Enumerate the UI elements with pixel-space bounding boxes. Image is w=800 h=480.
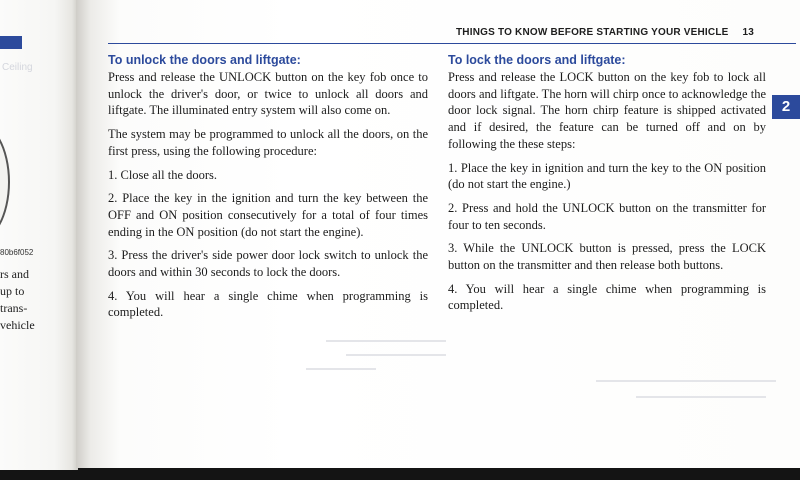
unlock-step: 3. Press the driver's side power door lock switch to unlock the doors and within 30 seconds to lock the doors. <box>108 248 428 280</box>
unlock-step: 1. Close all the doors. <box>108 167 218 182</box>
previous-page-line: rs and <box>0 267 29 281</box>
previous-page-line: trans- <box>0 301 28 315</box>
page-number: 13 <box>742 27 755 38</box>
previous-page-line: vehicle <box>0 318 35 332</box>
left-column <box>108 52 428 328</box>
unlock-program-intro: The system may be programmed to unlock all the doors, on the first press, using the following procedure: <box>108 127 428 158</box>
chapter-tab: 2 <box>772 95 800 119</box>
bleed-through-mark <box>346 354 446 356</box>
previous-page-edge <box>0 0 78 470</box>
lock-step: 2. Press and hold the UNLOCK button on the transmitter for four to ten seconds. <box>448 200 766 232</box>
lock-intro: Press and release the LOCK button on the key fob to lock all doors and liftgate. The horn will chirp once to acknowledge the door lock signal. The horn chirp feature is shipped activated and if desired, the feature can be turned off and on by following the these steps: <box>448 70 766 151</box>
lock-heading: To lock the doors and liftgate: <box>448 53 626 67</box>
running-header <box>456 27 754 38</box>
lock-step: 1. Place the key in ignition and turn the key to the ON position (do not start the engine.) <box>448 160 766 192</box>
unlock-intro: Press and release the UNLOCK button on the key fob once to unlock the driver's door, or twice to unlock all doors and liftgate. The illuminated entry system will also come on. <box>108 70 428 118</box>
previous-page-faint-text: Ceiling <box>2 62 33 73</box>
previous-page-text <box>0 266 35 334</box>
previous-page-figure-code: 80b6f052 <box>0 248 34 257</box>
lock-step: 3. While the UNLOCK button is pressed, press the LOCK button on the transmitter and then release both buttons. <box>448 241 766 273</box>
bleed-through-mark <box>306 368 376 370</box>
right-column <box>448 52 766 321</box>
previous-page-illustration <box>0 120 10 244</box>
previous-page-line: up to <box>0 284 25 298</box>
section-title: THINGS TO KNOW BEFORE STARTING YOUR VEHICLE <box>456 27 729 38</box>
unlock-step: 4. You will hear a single chime when programming is completed. <box>108 288 428 320</box>
lock-step: 4. You will hear a single chime when programming is completed. <box>448 281 766 313</box>
unlock-heading: To unlock the doors and liftgate: <box>108 53 301 67</box>
bleed-through-mark <box>326 340 446 342</box>
bleed-through-mark <box>596 380 776 382</box>
header-rule <box>108 43 796 44</box>
unlock-step: 2. Place the key in the ignition and turn the key between the OFF and ON position consecutively for a total of four times ending in the ON position (do not start the engine). <box>108 191 428 239</box>
manual-page <box>76 0 800 468</box>
bleed-through-mark <box>636 396 766 398</box>
previous-page-chapter-tab <box>0 36 22 49</box>
